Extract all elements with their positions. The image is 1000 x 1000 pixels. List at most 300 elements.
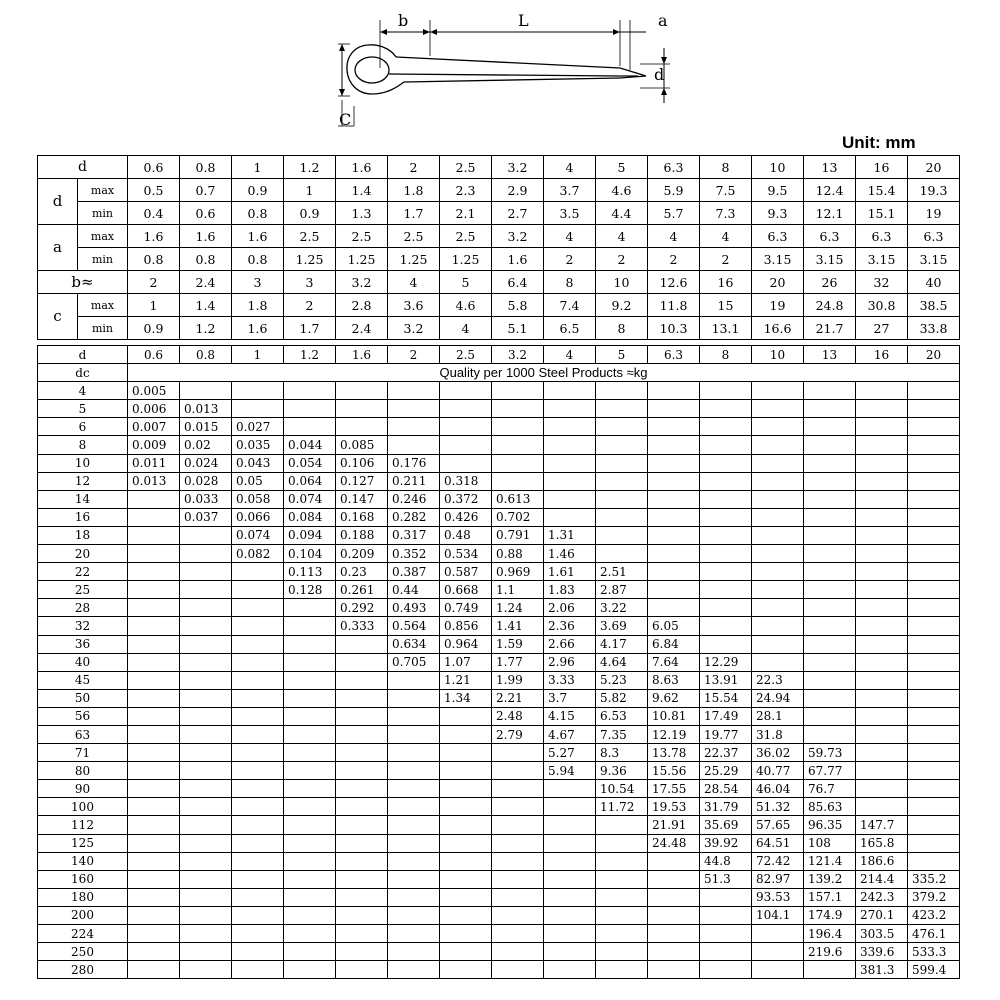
c-max-cell: 2 bbox=[284, 294, 336, 317]
empty-cell bbox=[856, 671, 908, 689]
d-min-cell: 2.1 bbox=[440, 202, 492, 225]
empty-cell bbox=[492, 382, 544, 400]
dc-cell: 4 bbox=[38, 382, 128, 400]
weight-value-cell: 2.87 bbox=[596, 581, 648, 599]
dim-b-label: b bbox=[398, 11, 409, 30]
empty-cell bbox=[752, 581, 804, 599]
c-min-cell: 6.5 bbox=[544, 317, 596, 340]
d-max-cell: 4.6 bbox=[596, 179, 648, 202]
empty-cell bbox=[336, 906, 388, 924]
empty-cell bbox=[388, 689, 440, 707]
empty-cell bbox=[336, 689, 388, 707]
dim-d-label: d bbox=[654, 65, 665, 84]
size-header-cell: 1.6 bbox=[336, 346, 388, 364]
dc-cell: 14 bbox=[38, 490, 128, 508]
empty-cell bbox=[544, 888, 596, 906]
size-header-cell: 2 bbox=[388, 156, 440, 179]
weight-value-cell: 0.104 bbox=[284, 545, 336, 563]
empty-cell bbox=[492, 943, 544, 961]
d-min-cell: 1.3 bbox=[336, 202, 388, 225]
empty-cell bbox=[648, 400, 700, 418]
empty-cell bbox=[128, 834, 180, 852]
empty-cell bbox=[804, 400, 856, 418]
dc-cell: 125 bbox=[38, 834, 128, 852]
weight-value-cell: 2.36 bbox=[544, 617, 596, 635]
empty-cell bbox=[648, 490, 700, 508]
empty-cell bbox=[232, 852, 284, 870]
weight-value-cell: 2.79 bbox=[492, 725, 544, 743]
weight-value-cell: 15.56 bbox=[648, 762, 700, 780]
empty-cell bbox=[440, 744, 492, 762]
empty-cell bbox=[544, 816, 596, 834]
empty-cell bbox=[440, 906, 492, 924]
empty-cell bbox=[180, 816, 232, 834]
dc-cell: 56 bbox=[38, 707, 128, 725]
dc-cell: 6 bbox=[38, 418, 128, 436]
a-max-cell: 2.5 bbox=[336, 225, 388, 248]
empty-cell bbox=[804, 689, 856, 707]
a-max-cell: 4 bbox=[544, 225, 596, 248]
weight-value-cell: 0.261 bbox=[336, 581, 388, 599]
weight-value-cell: 36.02 bbox=[752, 744, 804, 762]
empty-cell bbox=[804, 671, 856, 689]
empty-cell bbox=[544, 508, 596, 526]
a-min-cell: 3.15 bbox=[752, 248, 804, 271]
empty-cell bbox=[128, 689, 180, 707]
empty-cell bbox=[648, 472, 700, 490]
b-cell: 5 bbox=[440, 271, 492, 294]
empty-cell bbox=[180, 834, 232, 852]
empty-cell bbox=[336, 888, 388, 906]
empty-cell bbox=[284, 617, 336, 635]
empty-cell bbox=[752, 617, 804, 635]
empty-cell bbox=[908, 707, 960, 725]
a-min-cell: 1.6 bbox=[492, 248, 544, 271]
weight-value-cell: 6.05 bbox=[648, 617, 700, 635]
empty-cell bbox=[440, 834, 492, 852]
empty-cell bbox=[492, 852, 544, 870]
weight-value-cell: 0.493 bbox=[388, 599, 440, 617]
empty-cell bbox=[128, 599, 180, 617]
dc-cell: 10 bbox=[38, 454, 128, 472]
weight-value-cell: 1.46 bbox=[544, 545, 596, 563]
empty-cell bbox=[232, 780, 284, 798]
empty-cell bbox=[908, 382, 960, 400]
weight-row bbox=[38, 418, 960, 436]
b-cell: 2.4 bbox=[180, 271, 232, 294]
empty-cell bbox=[128, 798, 180, 816]
empty-cell bbox=[492, 436, 544, 454]
empty-cell bbox=[284, 653, 336, 671]
empty-cell bbox=[804, 454, 856, 472]
weight-title-row bbox=[38, 364, 960, 382]
empty-cell bbox=[336, 653, 388, 671]
weight-value-cell: 3.7 bbox=[544, 689, 596, 707]
empty-cell bbox=[700, 526, 752, 544]
weight-value-cell: 28.54 bbox=[700, 780, 752, 798]
empty-cell bbox=[648, 888, 700, 906]
empty-cell bbox=[856, 798, 908, 816]
d-max-cell: 0.7 bbox=[180, 179, 232, 202]
empty-cell bbox=[128, 744, 180, 762]
dc-cell: 18 bbox=[38, 526, 128, 544]
d-max-cell: 3.7 bbox=[544, 179, 596, 202]
size-header-row bbox=[38, 156, 960, 179]
a-min-cell: 2 bbox=[596, 248, 648, 271]
empty-cell bbox=[232, 382, 284, 400]
weight-value-cell: 242.3 bbox=[856, 888, 908, 906]
weight-value-cell: 9.36 bbox=[596, 762, 648, 780]
empty-cell bbox=[180, 925, 232, 943]
min-label: min bbox=[78, 317, 128, 340]
d-max-cell: 7.5 bbox=[700, 179, 752, 202]
empty-cell bbox=[180, 563, 232, 581]
dc-cell: 40 bbox=[38, 653, 128, 671]
weight-value-cell: 12.19 bbox=[648, 725, 700, 743]
weight-value-cell: 1.83 bbox=[544, 581, 596, 599]
weight-value-cell: 0.05 bbox=[232, 472, 284, 490]
weight-value-cell: 7.35 bbox=[596, 725, 648, 743]
empty-cell bbox=[180, 744, 232, 762]
empty-cell bbox=[492, 961, 544, 979]
size-header-cell: 16 bbox=[856, 346, 908, 364]
weight-value-cell: 44.8 bbox=[700, 852, 752, 870]
dc-cell: 32 bbox=[38, 617, 128, 635]
weight-value-cell: 1.24 bbox=[492, 599, 544, 617]
b-cell: 3 bbox=[232, 271, 284, 294]
empty-cell bbox=[388, 382, 440, 400]
weight-value-cell: 0.007 bbox=[128, 418, 180, 436]
weight-value-cell: 0.88 bbox=[492, 545, 544, 563]
dc-cell: 50 bbox=[38, 689, 128, 707]
empty-cell bbox=[648, 599, 700, 617]
empty-cell bbox=[284, 400, 336, 418]
weight-value-cell: 0.058 bbox=[232, 490, 284, 508]
a-min-row bbox=[38, 248, 960, 271]
weight-value-cell: 0.634 bbox=[388, 635, 440, 653]
weight-value-cell: 10.81 bbox=[648, 707, 700, 725]
weight-row bbox=[38, 454, 960, 472]
empty-cell bbox=[544, 472, 596, 490]
weight-value-cell: 22.3 bbox=[752, 671, 804, 689]
size-header-cell: 4 bbox=[544, 346, 596, 364]
d-max-row bbox=[38, 179, 960, 202]
weight-value-cell: 0.127 bbox=[336, 472, 388, 490]
empty-cell bbox=[440, 852, 492, 870]
c-max-cell: 15 bbox=[700, 294, 752, 317]
a-min-cell: 3.15 bbox=[856, 248, 908, 271]
empty-cell bbox=[232, 762, 284, 780]
empty-cell bbox=[804, 563, 856, 581]
empty-cell bbox=[804, 635, 856, 653]
empty-cell bbox=[180, 635, 232, 653]
empty-cell bbox=[752, 961, 804, 979]
empty-cell bbox=[804, 581, 856, 599]
empty-cell bbox=[856, 599, 908, 617]
empty-cell bbox=[128, 780, 180, 798]
c-min-cell: 2.4 bbox=[336, 317, 388, 340]
weight-value-cell: 339.6 bbox=[856, 943, 908, 961]
weight-value-cell: 0.006 bbox=[128, 400, 180, 418]
dim-a-label: a bbox=[658, 11, 668, 30]
empty-cell bbox=[856, 563, 908, 581]
empty-cell bbox=[596, 418, 648, 436]
c-min-cell: 13.1 bbox=[700, 317, 752, 340]
empty-cell bbox=[440, 816, 492, 834]
d-group-label: d bbox=[38, 179, 78, 225]
weight-value-cell: 196.4 bbox=[804, 925, 856, 943]
empty-cell bbox=[336, 816, 388, 834]
empty-cell bbox=[804, 490, 856, 508]
weight-value-cell: 379.2 bbox=[908, 888, 960, 906]
weight-value-cell: 1.77 bbox=[492, 653, 544, 671]
empty-cell bbox=[128, 707, 180, 725]
empty-cell bbox=[752, 526, 804, 544]
empty-cell bbox=[804, 526, 856, 544]
weight-value-cell: 6.53 bbox=[596, 707, 648, 725]
empty-cell bbox=[804, 725, 856, 743]
weight-value-cell: 82.97 bbox=[752, 870, 804, 888]
weight-value-cell: 0.176 bbox=[388, 454, 440, 472]
empty-cell bbox=[700, 563, 752, 581]
empty-cell bbox=[856, 762, 908, 780]
d-max-cell: 9.5 bbox=[752, 179, 804, 202]
empty-cell bbox=[596, 526, 648, 544]
empty-cell bbox=[284, 852, 336, 870]
weight-value-cell: 0.013 bbox=[180, 400, 232, 418]
weight-value-cell: 11.72 bbox=[596, 798, 648, 816]
weight-value-cell: 0.037 bbox=[180, 508, 232, 526]
a-max-row bbox=[38, 225, 960, 248]
weight-row bbox=[38, 925, 960, 943]
weight-value-cell: 0.964 bbox=[440, 635, 492, 653]
a-group-label: a bbox=[38, 225, 78, 271]
max-label: max bbox=[78, 294, 128, 317]
size-header-cell: 1.6 bbox=[336, 156, 388, 179]
empty-cell bbox=[284, 925, 336, 943]
weight-row bbox=[38, 581, 960, 599]
dc-cell: 200 bbox=[38, 906, 128, 924]
weight-row bbox=[38, 961, 960, 979]
c-max-cell: 1.4 bbox=[180, 294, 232, 317]
weight-value-cell: 25.29 bbox=[700, 762, 752, 780]
empty-cell bbox=[440, 418, 492, 436]
empty-cell bbox=[180, 762, 232, 780]
empty-cell bbox=[232, 635, 284, 653]
empty-cell bbox=[856, 581, 908, 599]
empty-cell bbox=[284, 418, 336, 436]
empty-cell bbox=[752, 545, 804, 563]
empty-cell bbox=[908, 834, 960, 852]
weight-value-cell: 186.6 bbox=[856, 852, 908, 870]
empty-cell bbox=[232, 870, 284, 888]
b-cell: 32 bbox=[856, 271, 908, 294]
weight-value-cell: 381.3 bbox=[856, 961, 908, 979]
weight-value-cell: 0.317 bbox=[388, 526, 440, 544]
weight-value-cell: 270.1 bbox=[856, 906, 908, 924]
weight-value-cell: 4.15 bbox=[544, 707, 596, 725]
a-max-cell: 6.3 bbox=[804, 225, 856, 248]
empty-cell bbox=[388, 961, 440, 979]
empty-cell bbox=[908, 762, 960, 780]
size-header-cell: 2.5 bbox=[440, 346, 492, 364]
c-max-cell: 4.6 bbox=[440, 294, 492, 317]
empty-cell bbox=[232, 798, 284, 816]
empty-cell bbox=[336, 798, 388, 816]
dc-cell: 80 bbox=[38, 762, 128, 780]
empty-cell bbox=[388, 870, 440, 888]
empty-cell bbox=[596, 400, 648, 418]
weight-value-cell: 0.082 bbox=[232, 545, 284, 563]
weight-row bbox=[38, 671, 960, 689]
weight-value-cell: 0.668 bbox=[440, 581, 492, 599]
a-max-cell: 4 bbox=[700, 225, 752, 248]
weight-value-cell: 0.705 bbox=[388, 653, 440, 671]
b-cell: 40 bbox=[908, 271, 960, 294]
empty-cell bbox=[908, 744, 960, 762]
empty-cell bbox=[856, 454, 908, 472]
empty-cell bbox=[388, 400, 440, 418]
empty-cell bbox=[388, 906, 440, 924]
c-max-cell: 9.2 bbox=[596, 294, 648, 317]
weight-value-cell: 0.387 bbox=[388, 563, 440, 581]
weight-value-cell: 51.32 bbox=[752, 798, 804, 816]
empty-cell bbox=[752, 563, 804, 581]
empty-cell bbox=[232, 617, 284, 635]
d-max-cell: 1.4 bbox=[336, 179, 388, 202]
weight-value-cell: 0.054 bbox=[284, 454, 336, 472]
empty-cell bbox=[232, 906, 284, 924]
empty-cell bbox=[440, 961, 492, 979]
empty-cell bbox=[128, 508, 180, 526]
weight-value-cell: 0.352 bbox=[388, 545, 440, 563]
d-max-cell: 0.5 bbox=[128, 179, 180, 202]
empty-cell bbox=[700, 888, 752, 906]
empty-cell bbox=[388, 888, 440, 906]
empty-cell bbox=[128, 671, 180, 689]
size-header-cell: 13 bbox=[804, 156, 856, 179]
weight-value-cell: 31.8 bbox=[752, 725, 804, 743]
empty-cell bbox=[596, 870, 648, 888]
empty-cell bbox=[700, 925, 752, 943]
empty-cell bbox=[544, 780, 596, 798]
a-min-cell: 0.8 bbox=[232, 248, 284, 271]
d-min-cell: 4.4 bbox=[596, 202, 648, 225]
dc-cell: 8 bbox=[38, 436, 128, 454]
c-min-cell: 1.2 bbox=[180, 317, 232, 340]
empty-cell bbox=[648, 382, 700, 400]
weight-value-cell: 0.168 bbox=[336, 508, 388, 526]
max-label: max bbox=[78, 225, 128, 248]
weight-value-cell: 0.791 bbox=[492, 526, 544, 544]
c-max-cell: 7.4 bbox=[544, 294, 596, 317]
empty-cell bbox=[180, 888, 232, 906]
empty-cell bbox=[180, 545, 232, 563]
b-cell: 16 bbox=[700, 271, 752, 294]
empty-cell bbox=[180, 689, 232, 707]
empty-cell bbox=[908, 400, 960, 418]
weight-value-cell: 303.5 bbox=[856, 925, 908, 943]
d-max-cell: 0.9 bbox=[232, 179, 284, 202]
empty-cell bbox=[804, 617, 856, 635]
empty-cell bbox=[908, 798, 960, 816]
weight-value-cell: 17.49 bbox=[700, 707, 752, 725]
dc-cell: 100 bbox=[38, 798, 128, 816]
d-header: d bbox=[38, 346, 128, 364]
empty-cell bbox=[752, 382, 804, 400]
empty-cell bbox=[440, 943, 492, 961]
weight-value-cell: 24.48 bbox=[648, 834, 700, 852]
empty-cell bbox=[180, 870, 232, 888]
size-header-cell: 2.5 bbox=[440, 156, 492, 179]
weight-row bbox=[38, 689, 960, 707]
empty-cell bbox=[544, 925, 596, 943]
empty-cell bbox=[856, 490, 908, 508]
empty-cell bbox=[544, 798, 596, 816]
c-max-cell: 2.8 bbox=[336, 294, 388, 317]
empty-cell bbox=[388, 816, 440, 834]
d-min-cell: 0.9 bbox=[284, 202, 336, 225]
weight-value-cell: 1.1 bbox=[492, 581, 544, 599]
empty-cell bbox=[804, 508, 856, 526]
c-max-row bbox=[38, 294, 960, 317]
empty-cell bbox=[804, 599, 856, 617]
empty-cell bbox=[596, 906, 648, 924]
empty-cell bbox=[648, 925, 700, 943]
weight-value-cell: 0.749 bbox=[440, 599, 492, 617]
weight-value-cell: 7.64 bbox=[648, 653, 700, 671]
empty-cell bbox=[128, 816, 180, 834]
empty-cell bbox=[752, 925, 804, 943]
c-min-cell: 1.6 bbox=[232, 317, 284, 340]
empty-cell bbox=[388, 798, 440, 816]
weight-row bbox=[38, 943, 960, 961]
a-min-cell: 1.25 bbox=[284, 248, 336, 271]
empty-cell bbox=[336, 382, 388, 400]
empty-cell bbox=[440, 454, 492, 472]
empty-cell bbox=[700, 617, 752, 635]
empty-cell bbox=[180, 725, 232, 743]
dc-cell: 224 bbox=[38, 925, 128, 943]
weight-value-cell: 1.07 bbox=[440, 653, 492, 671]
empty-cell bbox=[440, 870, 492, 888]
empty-cell bbox=[856, 400, 908, 418]
dc-cell: 160 bbox=[38, 870, 128, 888]
empty-cell bbox=[128, 545, 180, 563]
d-min-cell: 0.6 bbox=[180, 202, 232, 225]
weight-value-cell: 0.282 bbox=[388, 508, 440, 526]
empty-cell bbox=[700, 382, 752, 400]
weight-value-cell: 19.77 bbox=[700, 725, 752, 743]
empty-cell bbox=[284, 762, 336, 780]
empty-cell bbox=[180, 780, 232, 798]
empty-cell bbox=[284, 961, 336, 979]
empty-cell bbox=[752, 508, 804, 526]
weight-value-cell: 46.04 bbox=[752, 780, 804, 798]
c-min-cell: 0.9 bbox=[128, 317, 180, 340]
weight-value-cell: 0.534 bbox=[440, 545, 492, 563]
weight-value-cell: 335.2 bbox=[908, 870, 960, 888]
empty-cell bbox=[856, 744, 908, 762]
empty-cell bbox=[492, 744, 544, 762]
weight-value-cell: 35.69 bbox=[700, 816, 752, 834]
c-max-cell: 3.6 bbox=[388, 294, 440, 317]
weight-table bbox=[37, 345, 960, 979]
weight-value-cell: 0.074 bbox=[284, 490, 336, 508]
d-max-cell: 15.4 bbox=[856, 179, 908, 202]
size-header-cell: 20 bbox=[908, 346, 960, 364]
empty-cell bbox=[440, 436, 492, 454]
